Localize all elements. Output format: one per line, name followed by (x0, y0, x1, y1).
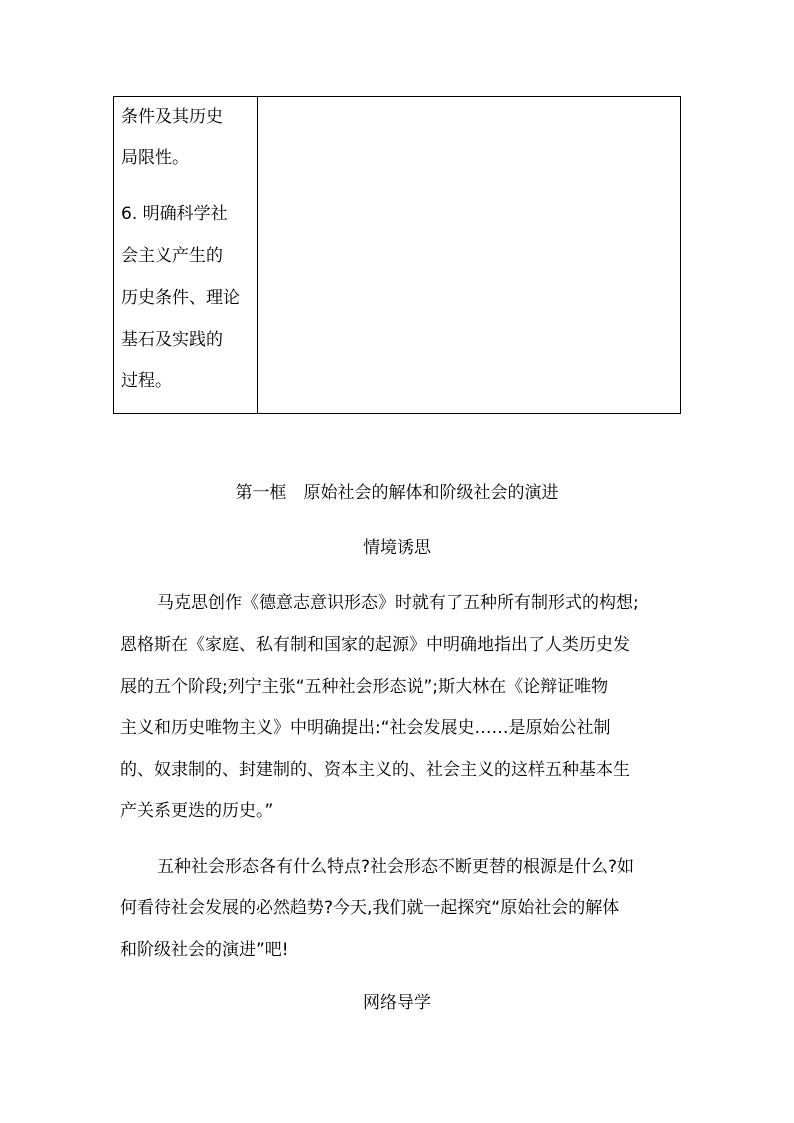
cell-text-line: 6. 明确科学社 (121, 204, 228, 224)
paragraph-line: 产关系更迭的历史。” (120, 801, 274, 821)
paragraph-line: 何看待社会发展的必然趋势?今天,我们就一起探究“原始社会的解体 (120, 898, 620, 918)
section-title: 第一框 原始社会的解体和阶级社会的演进 (235, 483, 559, 503)
cell-text-line: 历史条件、理论 (121, 288, 240, 308)
paragraph-line: 马克思创作《德意志意识形态》时就有了五种所有制形式的构想; (157, 593, 639, 613)
section-subtitle-network: 网络导学 (363, 993, 431, 1013)
paragraph-line: 五种社会形态各有什么特点?社会形态不断更替的根源是什么?如 (157, 857, 635, 877)
cell-text-line: 基石及实践的 (121, 330, 223, 350)
paragraph-line: 展的五个阶段;列宁主张“五种社会形态说”;斯大林在《论辩证唯物 (120, 677, 609, 697)
paragraph-line: 恩格斯在《家庭、私有制和国家的起源》中明确地指出了人类历史发 (120, 635, 630, 655)
paragraph-line: 主义和历史唯物主义》中明确提出:“社会发展史……是原始公社制 (120, 718, 611, 738)
cell-text-line: 会主义产生的 (121, 246, 223, 266)
table-column-divider (257, 97, 258, 413)
section-subtitle-context: 情境诱思 (363, 538, 431, 558)
cell-text-line: 过程。 (121, 371, 172, 391)
cell-text-line: 条件及其历史 (121, 107, 223, 127)
objectives-table (113, 96, 681, 414)
cell-text-line: 局限性。 (121, 148, 189, 168)
paragraph-line: 的、奴隶制的、封建制的、资本主义的、社会主义的这样五种基本生 (120, 760, 630, 780)
paragraph-line: 和阶级社会的演进”吧! (120, 940, 289, 960)
